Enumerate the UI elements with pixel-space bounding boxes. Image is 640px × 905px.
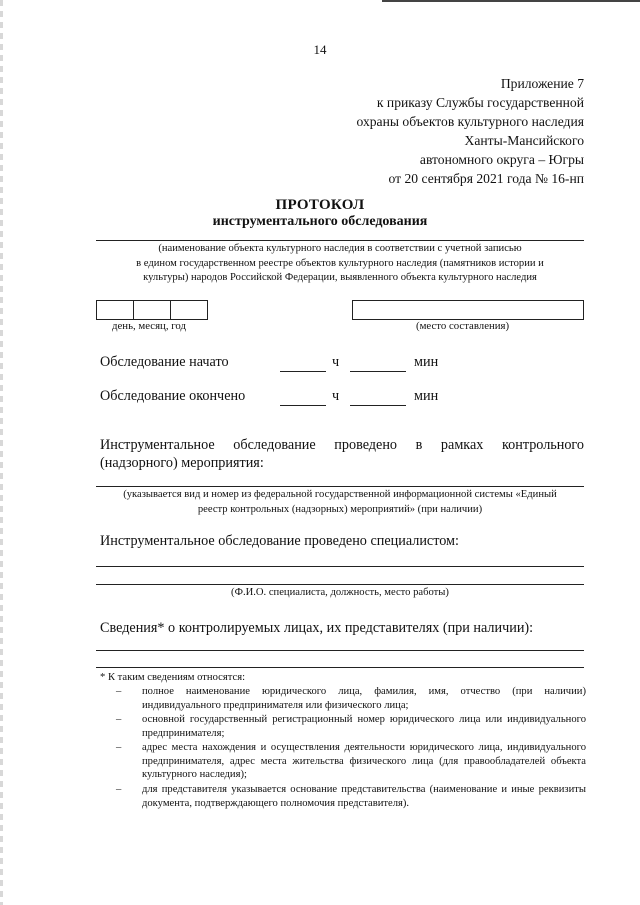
footnote-item-text: полное наименование юридического лица, фамилия, имя, отчество (при наличии) индивидуального предпринимателя или физического лица; <box>142 686 586 711</box>
document-subtitle: инструментального обследования <box>212 214 428 229</box>
place-label: (место составления) <box>416 320 510 332</box>
footnote-item-text: адрес места нахождения и осуществления деятельности юридического лица, индивидуального предпринимателя, адрес места жительства физического лица (для правообладателей объекта культурного наследия); <box>142 742 586 780</box>
end-label: Обследование окончено <box>100 388 246 404</box>
footnote-dash: – <box>116 742 122 753</box>
footnote-dash: – <box>116 714 122 725</box>
date-year-cell[interactable] <box>171 301 207 319</box>
caption-line: реестр контрольных (надзорных) мероприятий» (при наличии) <box>197 503 483 515</box>
appendix-line: автономного округа – Югры <box>419 152 584 167</box>
caption-line: в едином государственном реестре объектов культурного наследия (памятников истории и <box>136 257 544 269</box>
appendix-line: к приказу Службы государственной <box>376 95 584 110</box>
registry-caption <box>96 488 584 517</box>
inspection-context-line1: Инструментальное обследование проведено в рамках контрольного <box>100 437 584 453</box>
caption-line: (наименование объекта культурного наследия в соответствии с учетной записью <box>158 243 522 254</box>
appendix-header <box>357 74 585 188</box>
start-minutes-unit: мин <box>414 354 439 370</box>
appendix-line: Приложение 7 <box>500 76 584 91</box>
controlled-persons-label: Сведения* о контролируемых лицах, их представителях (при наличии): <box>100 620 534 636</box>
inspection-context-line2: (надзорного) мероприятия: <box>100 455 264 471</box>
start-minutes-line[interactable] <box>350 371 406 372</box>
start-label: Обследование начато <box>100 354 229 370</box>
footnote-dash: – <box>116 784 122 795</box>
scan-top-edge <box>382 0 640 2</box>
end-hours-unit: ч <box>332 388 340 404</box>
footnote <box>100 671 586 821</box>
appendix-line: охраны объектов культурного наследия <box>356 114 584 129</box>
start-hours-line[interactable] <box>280 371 326 372</box>
start-hours-unit: ч <box>332 354 340 370</box>
controlled-persons-line-2[interactable] <box>96 667 584 668</box>
object-name-line[interactable] <box>96 240 584 241</box>
appendix-line: Ханты-Мансийского <box>464 133 584 148</box>
date-month-cell[interactable] <box>134 301 171 319</box>
end-minutes-unit: мин <box>414 388 439 404</box>
date-day-cell[interactable] <box>97 301 134 319</box>
appendix-line: от 20 сентября 2021 года № 16-нп <box>388 171 584 186</box>
footnote-item-text: основной государственный регистрационный номер юридического лица или индивидуального предпринимателя; <box>142 714 586 739</box>
footnote-dash: – <box>116 686 122 697</box>
caption-line: (указывается вид и номер из федеральной государственной информационной системы «Единый <box>123 489 557 500</box>
controlled-persons-line-1[interactable] <box>96 650 584 651</box>
scan-edge-artifact <box>0 0 3 905</box>
footnote-heading: * К таким сведениям относятся: <box>100 672 246 683</box>
place-box[interactable] <box>352 300 584 320</box>
page-number: 14 <box>313 42 327 57</box>
registry-number-line[interactable] <box>96 486 584 487</box>
specialist-caption: (Ф.И.О. специалиста, должность, место работы) <box>231 587 449 598</box>
specialist-line-2[interactable] <box>96 584 584 585</box>
object-name-caption <box>96 242 584 286</box>
footnote-item-text: для представителя указывается основание представительства (наименование и иные реквизиты документа, подтверждающего полномочия представителя). <box>142 784 586 809</box>
date-label: день, месяц, год <box>112 320 186 332</box>
specialist-line-1[interactable] <box>96 566 584 567</box>
end-minutes-line[interactable] <box>350 405 406 406</box>
date-box[interactable] <box>96 300 208 320</box>
document-title: ПРОТОКОЛ <box>275 197 365 213</box>
specialist-label: Инструментальное обследование проведено специалистом: <box>100 533 459 549</box>
end-hours-line[interactable] <box>280 405 326 406</box>
caption-line: культуры) народов Российской Федерации, выявленного объекта культурного наследия <box>143 272 537 283</box>
